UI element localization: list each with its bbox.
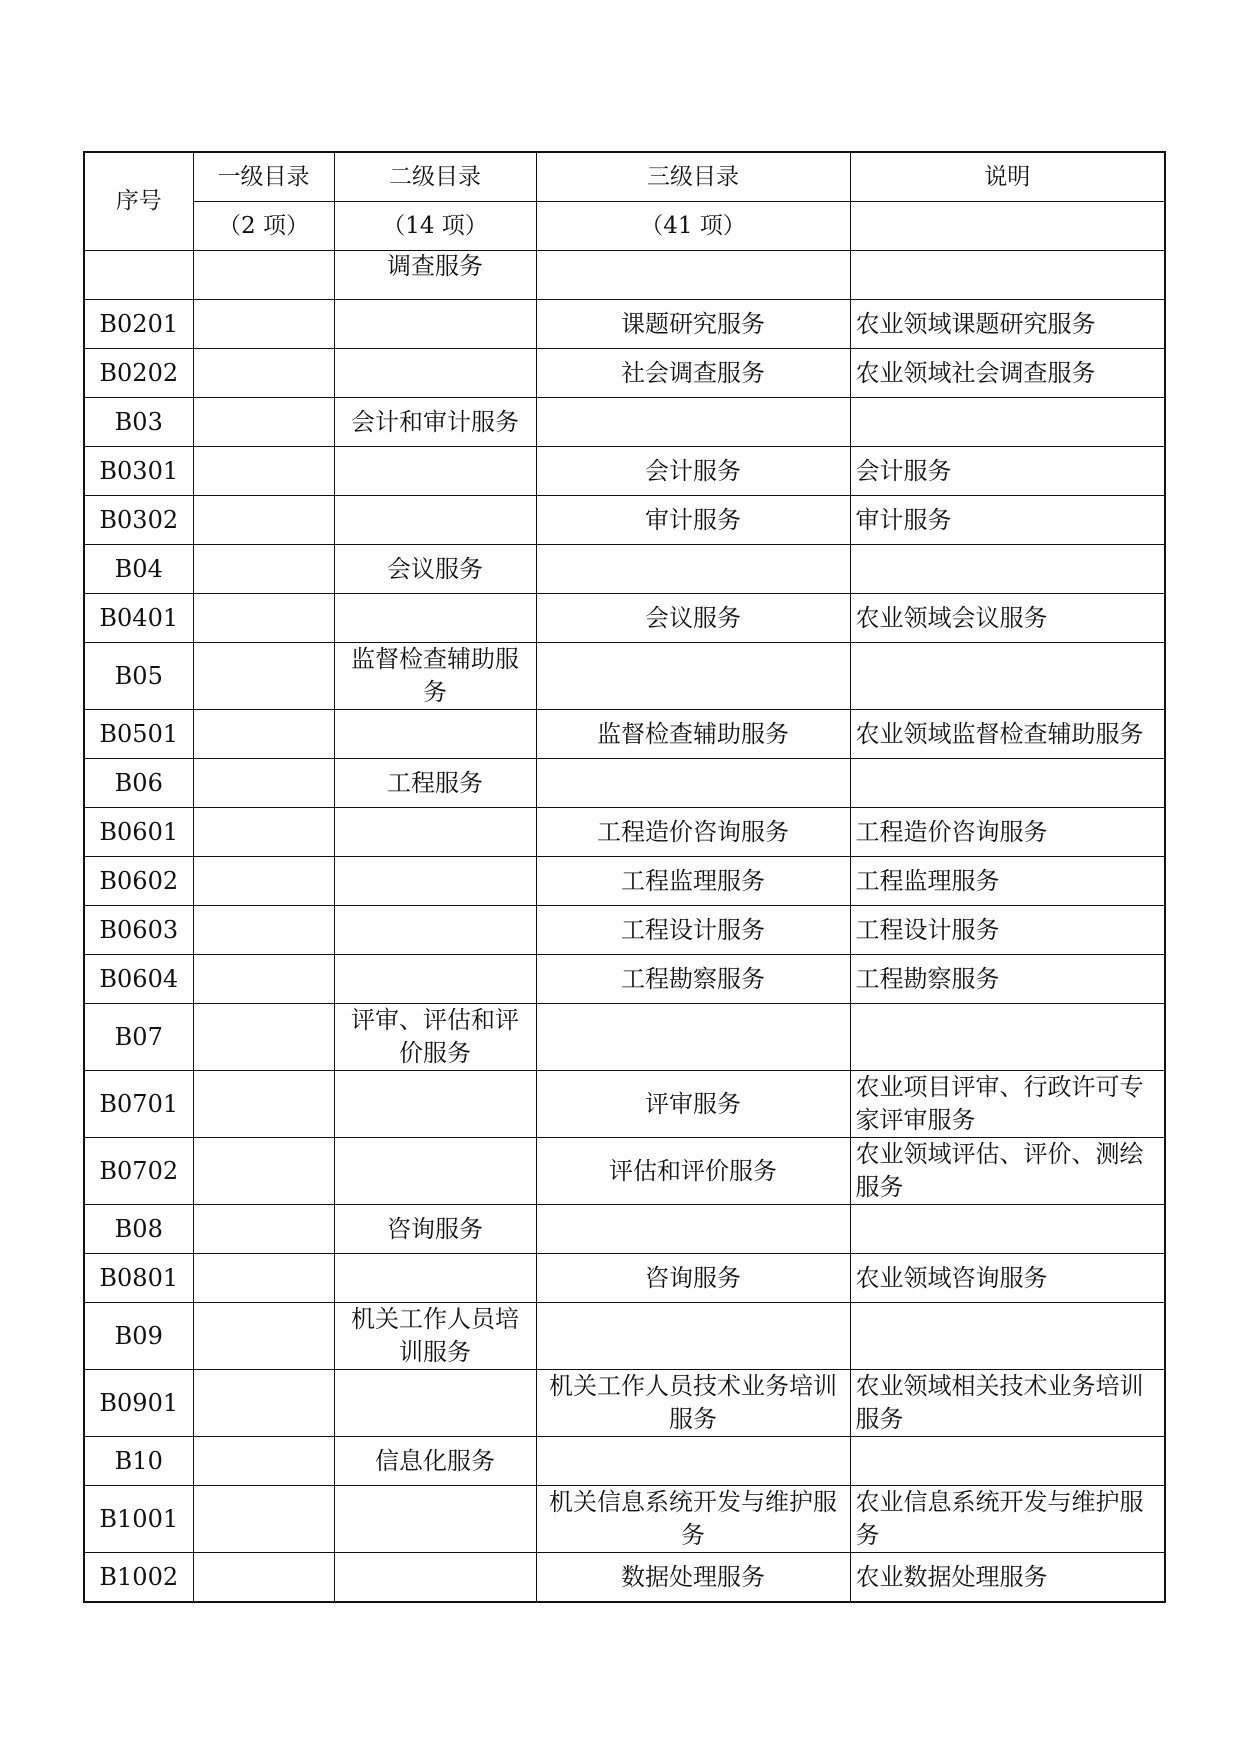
cell-id: B08 [84, 1205, 193, 1254]
table-row [84, 251, 1165, 300]
cell-id: B0202 [84, 349, 193, 398]
cell-level2 [334, 1071, 536, 1138]
cell-level2 [334, 808, 536, 857]
cell-level2 [334, 955, 536, 1004]
cell-level2: 会议服务 [334, 545, 536, 594]
header-seq: 序号 [84, 152, 193, 251]
cell-level3: 工程造价咨询服务 [536, 808, 850, 857]
cell-desc: 工程造价咨询服务 [850, 808, 1165, 857]
table-row [84, 1138, 1165, 1205]
cell-level1 [193, 251, 334, 300]
header-count-row [84, 202, 1165, 251]
cell-desc: 工程勘察服务 [850, 955, 1165, 1004]
cell-id: B0702 [84, 1138, 193, 1205]
cell-level3: 工程设计服务 [536, 906, 850, 955]
cell-desc [850, 1303, 1165, 1370]
cell-level2 [334, 300, 536, 349]
header-level1-count: （2 项） [193, 202, 334, 251]
table-row [84, 447, 1165, 496]
cell-level2 [334, 594, 536, 643]
cell-level2 [334, 906, 536, 955]
cell-level3: 咨询服务 [536, 1254, 850, 1303]
cell-level2: 监督检查辅助服务 [334, 643, 536, 710]
cell-level2: 工程服务 [334, 759, 536, 808]
cell-level1 [193, 1138, 334, 1205]
cell-level2 [334, 1486, 536, 1553]
table-row [84, 398, 1165, 447]
header-row [84, 152, 1165, 202]
cell-level3 [536, 398, 850, 447]
cell-level3: 会计服务 [536, 447, 850, 496]
cell-level2 [334, 1370, 536, 1437]
cell-id: B03 [84, 398, 193, 447]
cell-id: B0501 [84, 710, 193, 759]
table-row [84, 955, 1165, 1004]
cell-desc: 农业领域监督检查辅助服务 [850, 710, 1165, 759]
cell-desc: 审计服务 [850, 496, 1165, 545]
cell-level2 [334, 496, 536, 545]
cell-level3: 评估和评价服务 [536, 1138, 850, 1205]
table-row [84, 1205, 1165, 1254]
cell-level1 [193, 857, 334, 906]
table-row [84, 1486, 1165, 1553]
cell-id: B0901 [84, 1370, 193, 1437]
header-desc: 说明 [850, 152, 1165, 202]
cell-level3: 监督检查辅助服务 [536, 710, 850, 759]
cell-level1 [193, 1303, 334, 1370]
table-row [84, 545, 1165, 594]
cell-id: B0401 [84, 594, 193, 643]
cell-desc: 农业领域会议服务 [850, 594, 1165, 643]
header-level2: 二级目录 [334, 152, 536, 202]
catalog-table [83, 151, 1166, 1603]
cell-level2: 调查服务 [334, 251, 536, 300]
cell-desc [850, 643, 1165, 710]
cell-desc: 工程监理服务 [850, 857, 1165, 906]
cell-level3 [536, 1437, 850, 1486]
header-level2-count: （14 项） [334, 202, 536, 251]
table-row [84, 496, 1165, 545]
cell-level3: 机关工作人员技术业务培训服务 [536, 1370, 850, 1437]
cell-desc: 农业领域相关技术业务培训服务 [850, 1370, 1165, 1437]
table-row [84, 906, 1165, 955]
cell-level1 [193, 1553, 334, 1603]
cell-level1 [193, 710, 334, 759]
cell-level3: 机关信息系统开发与维护服务 [536, 1486, 850, 1553]
cell-level1 [193, 955, 334, 1004]
cell-level1 [193, 398, 334, 447]
cell-level1 [193, 643, 334, 710]
cell-level2: 机关工作人员培训服务 [334, 1303, 536, 1370]
cell-id: B10 [84, 1437, 193, 1486]
cell-level2 [334, 349, 536, 398]
cell-level3: 社会调查服务 [536, 349, 850, 398]
table-row [84, 1437, 1165, 1486]
table-row [84, 1071, 1165, 1138]
cell-level2: 信息化服务 [334, 1437, 536, 1486]
cell-level1 [193, 1004, 334, 1071]
cell-id: B0601 [84, 808, 193, 857]
cell-desc [850, 759, 1165, 808]
cell-level1 [193, 808, 334, 857]
cell-desc [850, 1205, 1165, 1254]
table-row [84, 1303, 1165, 1370]
cell-id: B0301 [84, 447, 193, 496]
cell-level1 [193, 545, 334, 594]
table-row [84, 857, 1165, 906]
cell-level1 [193, 447, 334, 496]
header-desc-empty [850, 202, 1165, 251]
cell-level1 [193, 1486, 334, 1553]
cell-level3: 会议服务 [536, 594, 850, 643]
cell-desc [850, 1004, 1165, 1071]
cell-desc: 农业项目评审、行政许可专家评审服务 [850, 1071, 1165, 1138]
cell-level2: 咨询服务 [334, 1205, 536, 1254]
cell-desc [850, 1437, 1165, 1486]
cell-id: B0603 [84, 906, 193, 955]
cell-level1 [193, 349, 334, 398]
cell-desc: 工程设计服务 [850, 906, 1165, 955]
cell-level1 [193, 1205, 334, 1254]
cell-level3 [536, 643, 850, 710]
cell-desc: 会计服务 [850, 447, 1165, 496]
table-row [84, 1004, 1165, 1071]
cell-level2 [334, 1553, 536, 1603]
cell-level1 [193, 759, 334, 808]
cell-level1 [193, 1370, 334, 1437]
cell-level2: 会计和审计服务 [334, 398, 536, 447]
cell-level3 [536, 251, 850, 300]
table-row [84, 1370, 1165, 1437]
table-row [84, 300, 1165, 349]
cell-desc: 农业数据处理服务 [850, 1553, 1165, 1603]
table-row [84, 710, 1165, 759]
cell-id: B09 [84, 1303, 193, 1370]
cell-level2 [334, 1254, 536, 1303]
cell-id: B04 [84, 545, 193, 594]
cell-desc [850, 545, 1165, 594]
cell-id: B0604 [84, 955, 193, 1004]
table-row [84, 808, 1165, 857]
table-row [84, 349, 1165, 398]
cell-desc: 农业领域社会调查服务 [850, 349, 1165, 398]
cell-desc [850, 251, 1165, 300]
cell-id: B0801 [84, 1254, 193, 1303]
cell-level2: 评审、评估和评价服务 [334, 1004, 536, 1071]
cell-level3: 工程勘察服务 [536, 955, 850, 1004]
cell-desc [850, 398, 1165, 447]
table-row [84, 643, 1165, 710]
cell-level3: 审计服务 [536, 496, 850, 545]
cell-level3 [536, 545, 850, 594]
cell-level1 [193, 496, 334, 545]
cell-level3 [536, 1004, 850, 1071]
cell-desc: 农业领域咨询服务 [850, 1254, 1165, 1303]
cell-level1 [193, 594, 334, 643]
cell-id [84, 251, 193, 300]
cell-id: B0701 [84, 1071, 193, 1138]
table-row [84, 1553, 1165, 1603]
header-level3-count: （41 项） [536, 202, 850, 251]
cell-level3: 数据处理服务 [536, 1553, 850, 1603]
cell-id: B05 [84, 643, 193, 710]
cell-level3: 课题研究服务 [536, 300, 850, 349]
cell-level1 [193, 906, 334, 955]
cell-id: B1001 [84, 1486, 193, 1553]
table-row [84, 594, 1165, 643]
cell-level3: 评审服务 [536, 1071, 850, 1138]
cell-level1 [193, 1437, 334, 1486]
cell-level3 [536, 759, 850, 808]
cell-level1 [193, 1254, 334, 1303]
cell-desc: 农业领域评估、评价、测绘服务 [850, 1138, 1165, 1205]
table-row [84, 1254, 1165, 1303]
cell-level2 [334, 447, 536, 496]
table-row [84, 759, 1165, 808]
cell-desc: 农业信息系统开发与维护服务 [850, 1486, 1165, 1553]
cell-level2 [334, 857, 536, 906]
cell-level3: 工程监理服务 [536, 857, 850, 906]
cell-desc: 农业领域课题研究服务 [850, 300, 1165, 349]
header-level1: 一级目录 [193, 152, 334, 202]
cell-id: B0302 [84, 496, 193, 545]
header-level3: 三级目录 [536, 152, 850, 202]
cell-id: B06 [84, 759, 193, 808]
cell-id: B07 [84, 1004, 193, 1071]
cell-level3 [536, 1303, 850, 1370]
cell-level2 [334, 1138, 536, 1205]
cell-level1 [193, 300, 334, 349]
cell-id: B0201 [84, 300, 193, 349]
cell-level3 [536, 1205, 850, 1254]
cell-level2 [334, 710, 536, 759]
cell-level1 [193, 1071, 334, 1138]
cell-id: B1002 [84, 1553, 193, 1603]
cell-id: B0602 [84, 857, 193, 906]
